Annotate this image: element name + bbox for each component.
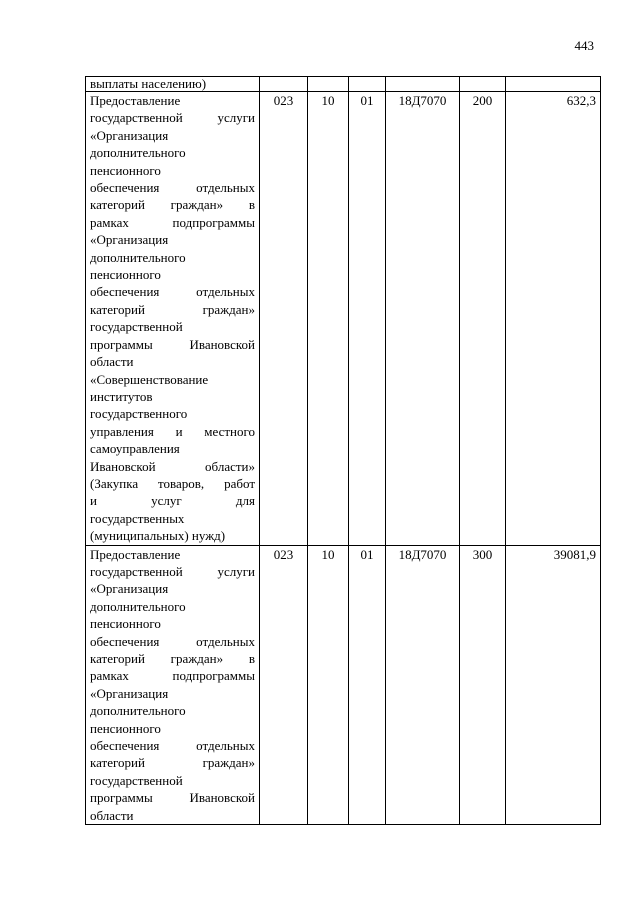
desc-line: дополнительного <box>90 145 186 161</box>
desc-line: государственной <box>90 772 183 788</box>
desc-line: самоуправления <box>90 441 180 457</box>
desc-line: пенсионного <box>90 162 161 178</box>
expense-type-code: 200 <box>460 92 506 546</box>
desc-line: категорий граждан» в <box>90 197 255 213</box>
desc-line: государственной <box>90 319 183 335</box>
continuation-text: выплаты населению) <box>90 76 207 91</box>
desc-line: рамках подпрограммы <box>90 214 255 230</box>
continuation-desc <box>86 77 260 92</box>
desc-line: обеспечения отдельных <box>90 284 255 300</box>
table-row <box>86 92 601 546</box>
page-number: 443 <box>574 38 594 53</box>
budget-table <box>85 76 601 825</box>
desc-line: государственных <box>90 510 185 526</box>
desc-line: обеспечения отдельных <box>90 180 255 196</box>
desc-line: пенсионного <box>90 616 161 632</box>
desc-line: управления и местного <box>90 423 255 439</box>
desc-line: «Организация <box>90 581 169 597</box>
desc-line: категорий граждан» <box>90 755 255 771</box>
desc-line: Ивановской области» <box>90 458 255 474</box>
desc-line: области <box>90 807 134 823</box>
row-description <box>86 92 260 546</box>
expense-type-code: 300 <box>460 545 506 825</box>
desc-line: рамках подпрограммы <box>90 668 255 684</box>
continuation-amount <box>506 77 601 92</box>
desc-line: государственной услуги <box>90 110 255 126</box>
desc-line: пенсионного <box>90 267 161 283</box>
desc-line: Предоставление <box>90 93 181 108</box>
table-row <box>86 545 601 825</box>
desc-line: программы Ивановской <box>90 790 255 806</box>
desc-line: программы Ивановской <box>90 336 255 352</box>
desc-line: (муниципальных) нужд) <box>90 528 226 544</box>
ministry-code: 023 <box>260 92 308 546</box>
desc-line: области <box>90 354 134 370</box>
subsection-code: 01 <box>349 92 386 546</box>
desc-line: «Организация <box>90 232 169 248</box>
continuation-row <box>86 77 601 92</box>
section-code: 10 <box>308 545 349 825</box>
desc-line: дополнительного <box>90 249 186 265</box>
row-description <box>86 545 260 825</box>
ministry-code: 023 <box>260 545 308 825</box>
continuation-subsection <box>349 77 386 92</box>
amount: 39081,9 <box>506 545 601 825</box>
subsection-code: 01 <box>349 545 386 825</box>
desc-line: «Совершенствование <box>90 371 209 387</box>
desc-line: обеспечения отдельных <box>90 738 255 754</box>
desc-line: пенсионного <box>90 720 161 736</box>
desc-line: институтов <box>90 388 153 404</box>
desc-line: (Закупка товаров, работ <box>90 475 255 491</box>
desc-line: дополнительного <box>90 598 186 614</box>
desc-line: «Организация <box>90 685 169 701</box>
section-code: 10 <box>308 92 349 546</box>
desc-line: государственного <box>90 406 188 422</box>
continuation-ministry <box>260 77 308 92</box>
amount: 632,3 <box>506 92 601 546</box>
target-code: 18Д7070 <box>386 92 460 546</box>
continuation-target <box>386 77 460 92</box>
desc-line: категорий граждан» в <box>90 651 255 666</box>
continuation-section <box>308 77 349 92</box>
desc-line: «Организация <box>90 127 169 143</box>
target-code: 18Д7070 <box>386 545 460 825</box>
desc-line: обеспечения отдельных <box>90 633 255 649</box>
desc-line: дополнительного <box>90 703 186 719</box>
desc-line: и услуг для <box>90 493 255 509</box>
continuation-expense-type <box>460 77 506 92</box>
desc-line: государственной услуги <box>90 563 255 579</box>
desc-line: категорий граждан» <box>90 301 255 317</box>
desc-line: Предоставление <box>90 546 181 562</box>
